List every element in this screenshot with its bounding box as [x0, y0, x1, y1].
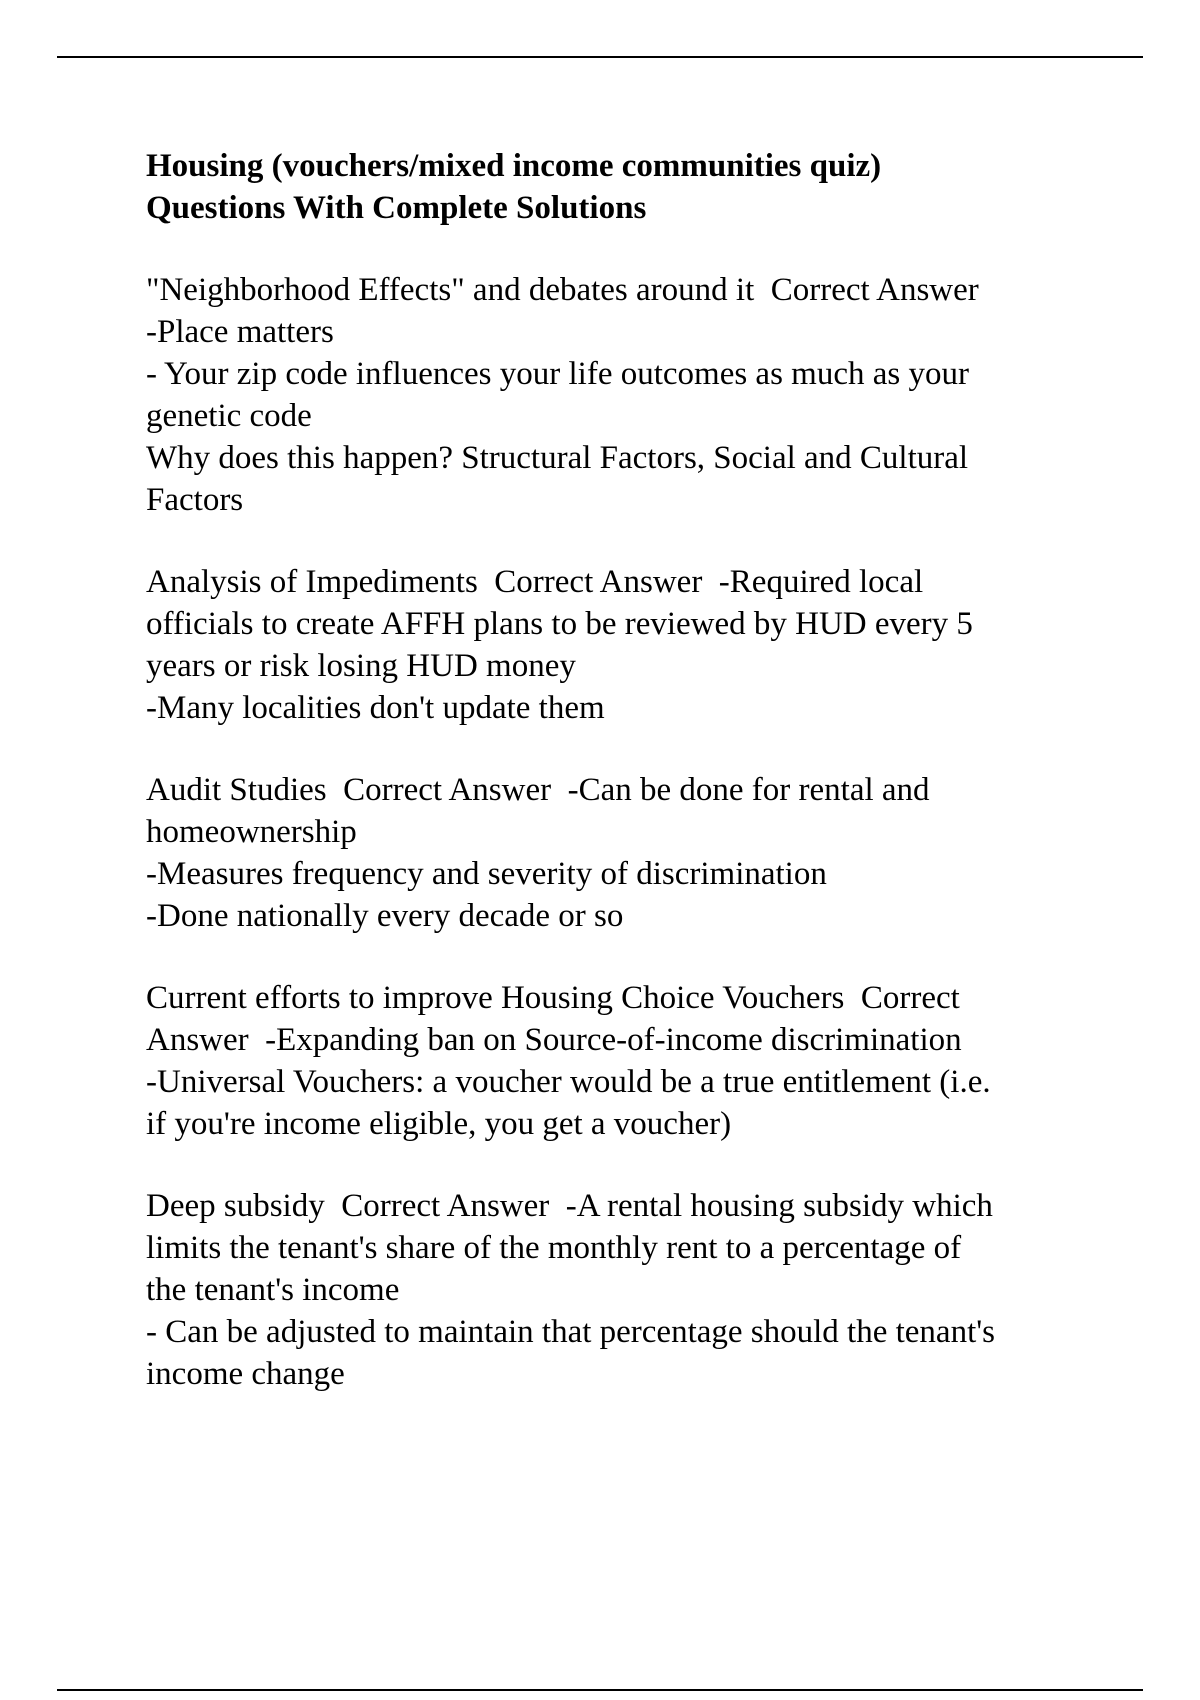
qa-line: -Place matters [146, 314, 334, 350]
qa-line: Audit Studies Correct Answer -Can be done for rental and [146, 772, 930, 808]
document-title [146, 145, 1091, 229]
qa-line: homeownership [146, 814, 357, 850]
qa-line: -Measures frequency and severity of discrimination [146, 856, 827, 892]
qa-entry-neighborhood-effects [146, 269, 1091, 521]
qa-line: Analysis of Impediments Correct Answer -Required local [146, 564, 924, 600]
qa-line: - Your zip code influences your life outcomes as much as your [146, 356, 969, 392]
qa-line: -Done nationally every decade or so [146, 898, 624, 934]
footer-rule [57, 1689, 1143, 1691]
qa-line: limits the tenant's share of the monthly rent to a percentage of [146, 1230, 962, 1266]
qa-line: - Can be adjusted to maintain that percentage should the tenant's [146, 1314, 996, 1350]
title-line: Housing (vouchers/mixed income communities quiz) [146, 148, 882, 184]
qa-line: the tenant's income [146, 1272, 400, 1308]
document-body [146, 145, 1091, 1395]
qa-line: officials to create AFFH plans to be reviewed by HUD every 5 [146, 606, 973, 642]
qa-line: Current efforts to improve Housing Choice Vouchers Correct [146, 980, 960, 1016]
qa-line: years or risk losing HUD money [146, 648, 576, 684]
header-rule [57, 56, 1143, 58]
qa-entry-analysis-of-impediments [146, 561, 1091, 729]
qa-line: Why does this happen? Structural Factors, Social and Cultural [146, 440, 969, 476]
qa-line: -Many localities don't update them [146, 690, 605, 726]
qa-line: Answer -Expanding ban on Source-of-income discrimination [146, 1022, 962, 1058]
qa-line: if you're income eligible, you get a voucher) [146, 1106, 732, 1142]
qa-line: Deep subsidy Correct Answer -A rental housing subsidy which [146, 1188, 993, 1224]
qa-line: "Neighborhood Effects" and debates around it Correct Answer [146, 272, 979, 308]
qa-line: genetic code [146, 398, 312, 434]
qa-line: Factors [146, 482, 244, 518]
qa-entry-deep-subsidy [146, 1185, 1091, 1395]
qa-line: -Universal Vouchers: a voucher would be a true entitlement (i.e. [146, 1064, 991, 1100]
qa-entry-audit-studies [146, 769, 1091, 937]
title-line: Questions With Complete Solutions [146, 190, 647, 226]
qa-entry-housing-choice-vouchers [146, 977, 1091, 1145]
qa-line: income change [146, 1356, 345, 1392]
